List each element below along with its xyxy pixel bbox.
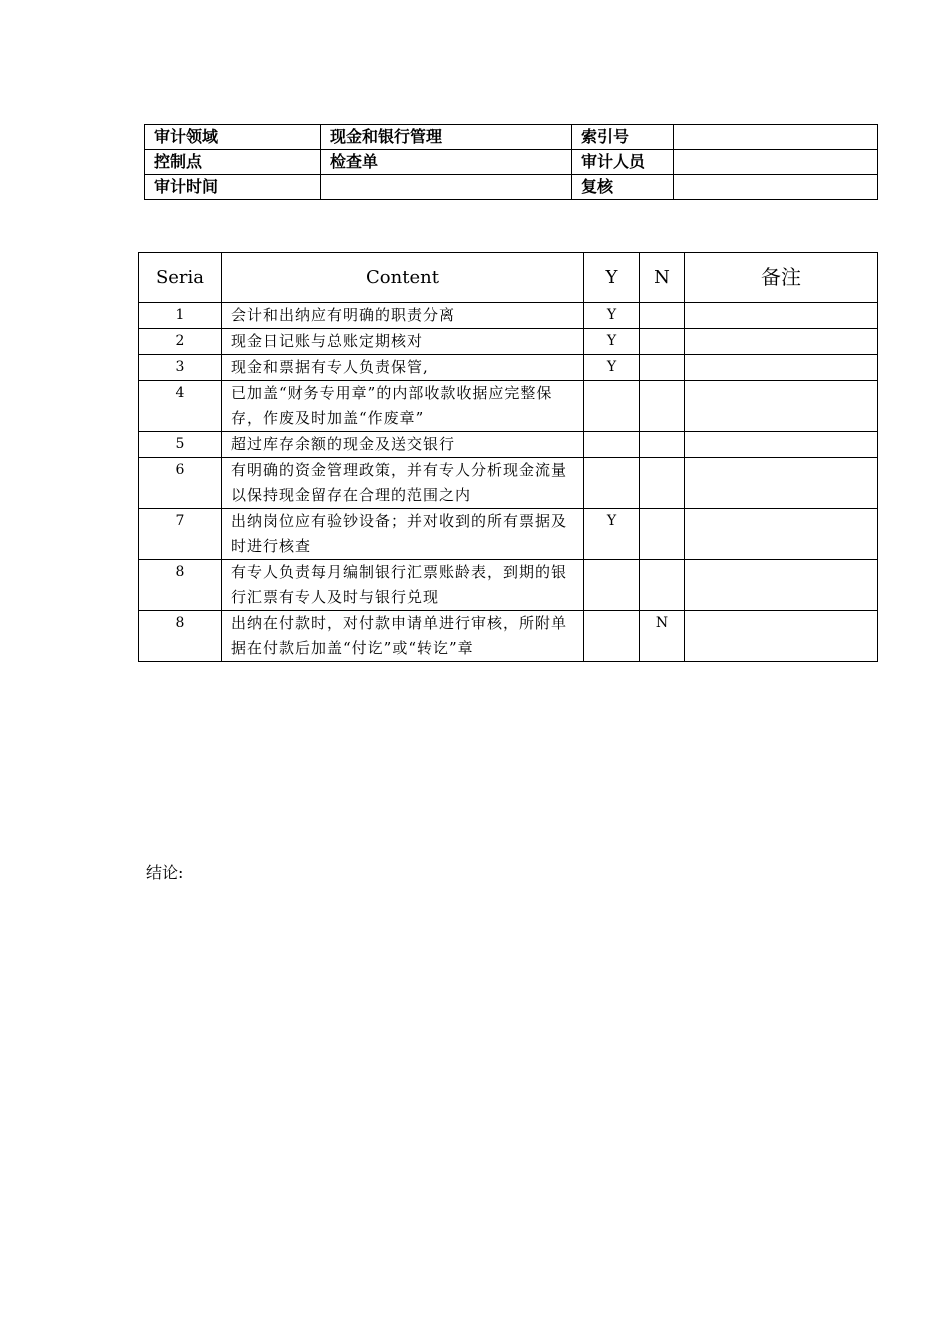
row-notes	[685, 381, 878, 432]
audit-info-table	[144, 124, 878, 200]
value-auditor	[674, 150, 878, 175]
row-content: 现金日记账与总账定期核对	[222, 329, 584, 355]
table-row	[139, 458, 878, 509]
row-notes	[685, 329, 878, 355]
label-review: 复核	[572, 175, 674, 200]
row-no	[640, 560, 685, 611]
label-audit-time: 审计时间	[145, 175, 321, 200]
value-control-point: 检查单	[321, 150, 572, 175]
row-serial: 8	[139, 560, 222, 611]
row-yes	[584, 458, 640, 509]
row-serial: 1	[139, 303, 222, 329]
row-serial: 3	[139, 355, 222, 381]
value-index-number	[674, 125, 878, 150]
row-no	[640, 458, 685, 509]
row-serial: 8	[139, 611, 222, 662]
row-content: 已加盖“财务专用章”的内部收款收据应完整保存，作废及时加盖“作废章”	[222, 381, 584, 432]
table-row	[139, 611, 878, 662]
row-content: 超过库存余额的现金及送交银行	[222, 432, 584, 458]
header-content: Content	[222, 253, 584, 303]
header-serial: Seria	[139, 253, 222, 303]
table-row	[139, 432, 878, 458]
row-no: N	[640, 611, 685, 662]
value-review	[674, 175, 878, 200]
row-no	[640, 355, 685, 381]
label-index-number: 索引号	[572, 125, 674, 150]
row-notes	[685, 355, 878, 381]
row-yes	[584, 611, 640, 662]
row-serial: 4	[139, 381, 222, 432]
row-yes	[584, 381, 640, 432]
info-row-control-point	[145, 150, 878, 175]
row-serial: 2	[139, 329, 222, 355]
row-notes	[685, 458, 878, 509]
row-serial: 5	[139, 432, 222, 458]
row-no	[640, 303, 685, 329]
row-no	[640, 509, 685, 560]
table-row	[139, 329, 878, 355]
row-serial: 7	[139, 509, 222, 560]
row-content: 有专人负责每月编制银行汇票账龄表，到期的银行汇票有专人及时与银行兑现	[222, 560, 584, 611]
row-content: 现金和票据有专人负责保管,	[222, 355, 584, 381]
row-notes	[685, 560, 878, 611]
table-row	[139, 303, 878, 329]
row-no	[640, 432, 685, 458]
row-notes	[685, 303, 878, 329]
value-audit-area: 现金和银行管理	[321, 125, 572, 150]
row-yes: Y	[584, 509, 640, 560]
header-notes: 备注	[685, 253, 878, 303]
header-yes: Y	[584, 253, 640, 303]
info-row-audit-area	[145, 125, 878, 150]
row-serial: 6	[139, 458, 222, 509]
row-yes: Y	[584, 355, 640, 381]
info-row-audit-time	[145, 175, 878, 200]
checklist-header-row	[139, 253, 878, 303]
value-audit-time	[321, 175, 572, 200]
row-notes	[685, 611, 878, 662]
table-row	[139, 381, 878, 432]
table-row	[139, 509, 878, 560]
conclusion-label: 结论:	[146, 863, 184, 882]
row-yes	[584, 560, 640, 611]
row-no	[640, 381, 685, 432]
table-row	[139, 560, 878, 611]
row-no	[640, 329, 685, 355]
row-notes	[685, 509, 878, 560]
row-content: 会计和出纳应有明确的职责分离	[222, 303, 584, 329]
table-row	[139, 355, 878, 381]
row-yes: Y	[584, 329, 640, 355]
label-auditor: 审计人员	[572, 150, 674, 175]
row-notes	[685, 432, 878, 458]
row-content: 出纳在付款时，对付款申请单进行审核，所附单据在付款后加盖“付讫”或“转讫”章	[222, 611, 584, 662]
row-content: 有明确的资金管理政策，并有专人分析现金流量以保持现金留存在合理的范围之内	[222, 458, 584, 509]
label-control-point: 控制点	[145, 150, 321, 175]
checklist-table	[138, 252, 878, 662]
row-yes	[584, 432, 640, 458]
row-content: 出纳岗位应有验钞设备；并对收到的所有票据及时进行核查	[222, 509, 584, 560]
label-audit-area: 审计领域	[145, 125, 321, 150]
row-yes: Y	[584, 303, 640, 329]
header-no: N	[640, 253, 685, 303]
